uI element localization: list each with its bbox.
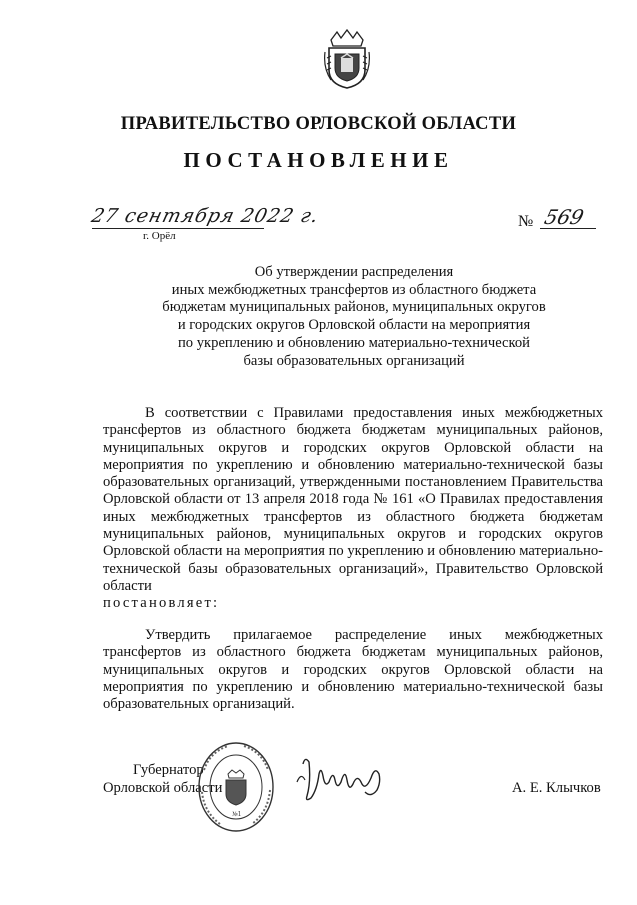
coat-of-arms-icon: [323, 28, 371, 90]
title-line: базы образовательных организаций: [243, 352, 465, 369]
handwritten-signature-icon: [295, 752, 390, 807]
preamble-paragraph: [103, 405, 603, 613]
signatory-title-line: Губернатор: [133, 762, 204, 778]
date-underline: [92, 228, 264, 229]
preamble-text: В соответствии с Правилами предоставления иных межбюджетных трансфертов из областного бюджета бюджетам муниципальных районов, муниципальных округов и городских округов Орловской области на мероприятия по укреплению и обновлению материально-технической базы образовательных организаций, утвержденными постановлением Правительства Орловской области от 13 апреля 2018 года № 161 «О Правилах предоставления иных межбюджетных трансфертов из областного бюджета бюджетам муниципальных районов, муниципальных округов и городских округов Орловской области на мероприятия по укреплению и обновлению материально-технической базы образовательных организаций», Правительство Орловской области: [103, 405, 603, 594]
resolution-paragraph: Утвердить прилагаемое распределение иных межбюджетных трансфертов из областного бюджета бюджетам муниципальных районов, муниципальных округов и городских округов Орловской области на мероприятия по укреплению и обновлению материально-технической базы образовательных организаций.: [103, 627, 603, 713]
title-line: Об утверждении распределения: [254, 264, 454, 280]
document-title: [130, 264, 578, 370]
title-line: иных межбюджетных трансфертов из областного бюджета: [171, 281, 537, 298]
title-line: и городских округов Орловской области на мероприятия: [177, 317, 531, 334]
official-seal-icon: [196, 740, 276, 834]
signatory-title-line: Орловской области: [103, 779, 223, 796]
resolves-word: постановляет:: [103, 595, 220, 612]
document-date: 27 сентября 2022 г.: [89, 205, 322, 227]
document-number: 569: [542, 205, 587, 229]
signatory-name: А. Е. Клычков: [512, 780, 601, 796]
title-line: бюджетам муниципальных районов, муниципальных округов: [162, 299, 546, 316]
number-label: №: [518, 213, 534, 230]
document-type: ПОСТАНОВЛЕНИЕ: [183, 148, 454, 172]
city: г. Орёл: [143, 230, 176, 242]
title-line: по укреплению и обновлению материально-технической: [178, 334, 530, 351]
svg-text:№1: №1: [232, 811, 242, 818]
organization-name: ПРАВИТЕЛЬСТВО ОРЛОВСКОЙ ОБЛАСТИ: [120, 114, 517, 134]
number-underline: [540, 228, 596, 229]
